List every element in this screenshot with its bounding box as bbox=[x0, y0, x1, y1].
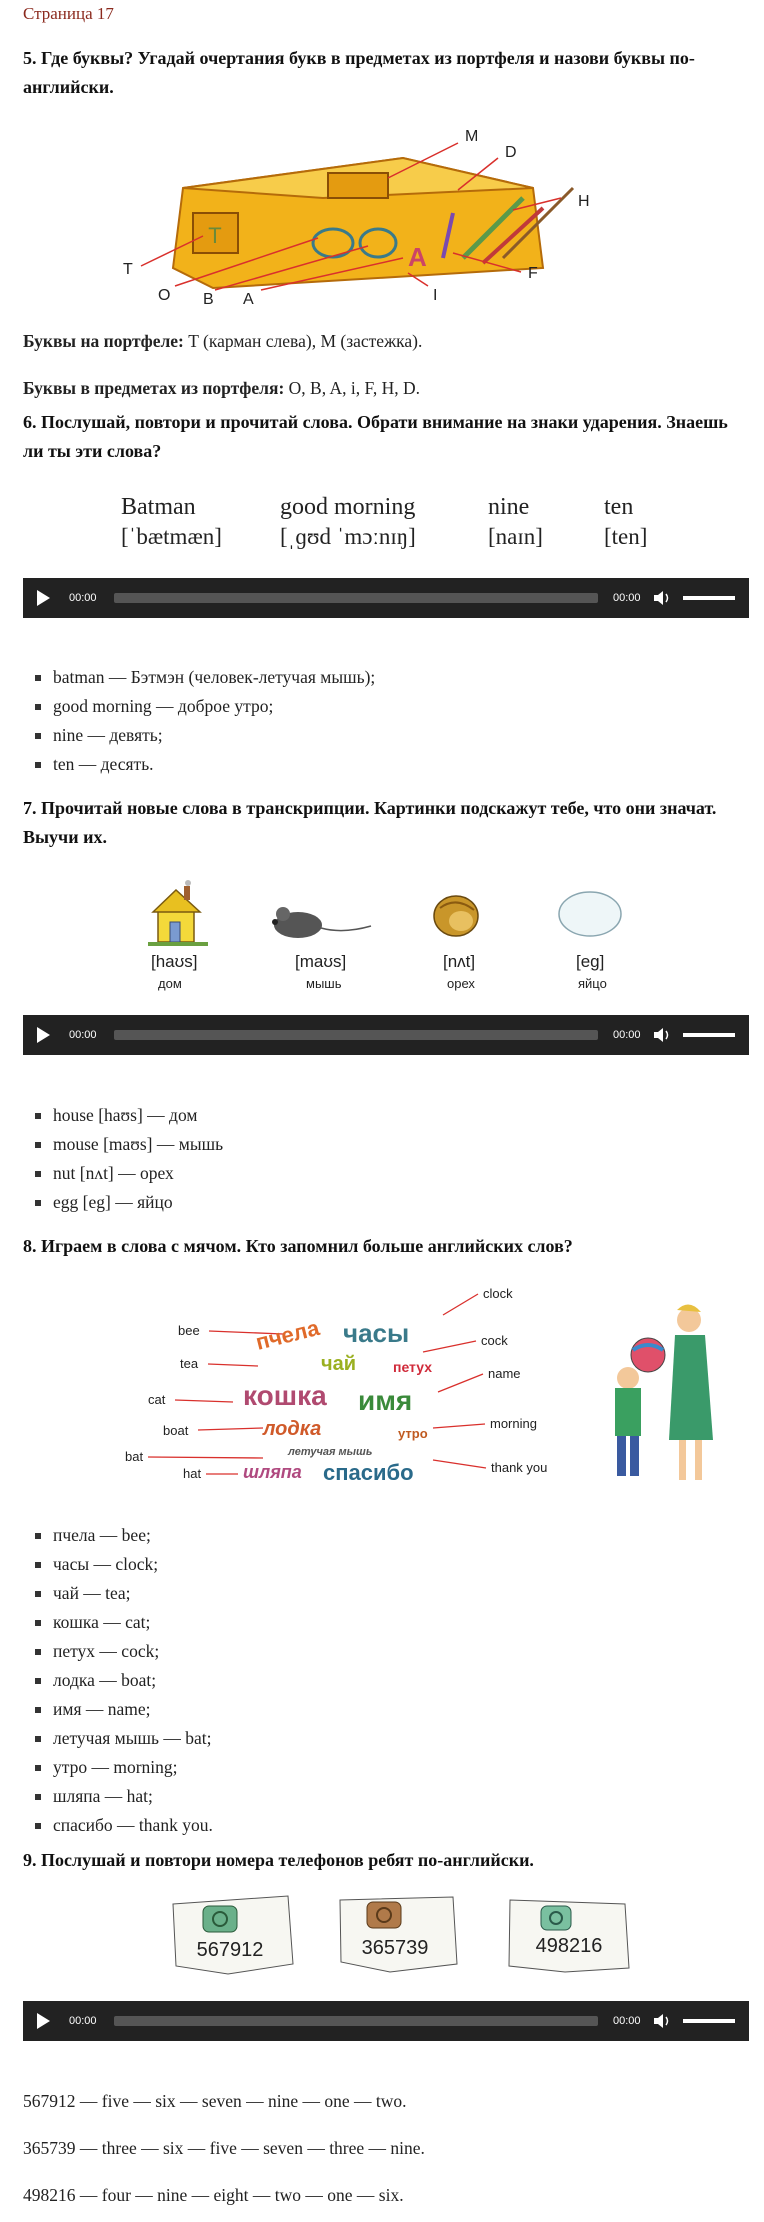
task8-title: 8. Играем в слова с мячом. Кто запомнил больше английских слов? bbox=[23, 1236, 573, 1256]
bag-letter-m: M bbox=[465, 128, 479, 145]
list-item: house [haʊs] — дом bbox=[23, 1101, 223, 1130]
ru-word-thanks: спасибо bbox=[323, 1460, 414, 1485]
bag-letters-text: Буквы на портфеле: T (карман слева), M (застежка). bbox=[23, 331, 423, 351]
play-icon[interactable] bbox=[37, 1027, 50, 1043]
current-time: 00:00 bbox=[69, 2015, 97, 2027]
list-item: петух — cock; bbox=[23, 1637, 213, 1666]
bag-letter-d: D bbox=[505, 144, 517, 161]
svg-text:498216: 498216 bbox=[535, 1935, 603, 1957]
trans-good-morning: [ˌɡʊd ˈmɔːnɪŋ] bbox=[280, 524, 416, 549]
items-letters-text: Буквы в предметах из портфеля: O, B, A, i, F, H, D. bbox=[23, 378, 420, 398]
nut-picture bbox=[428, 886, 488, 941]
ru-word-cock: петух bbox=[393, 1359, 433, 1375]
phone-line-2: 365739 — three — six — five — seven — three — nine. bbox=[23, 2138, 425, 2158]
progress-bar[interactable] bbox=[114, 593, 598, 603]
phone-line-3: 498216 — four — nine — eight — two — one — six. bbox=[23, 2185, 404, 2205]
task7-title: 7. Прочитай новые слова в транскрипции. Картинки подскажут тебе, что они значат. Выучи их. bbox=[23, 798, 717, 847]
ru-word-boat: лодка bbox=[263, 1418, 322, 1440]
list-item: чай — tea; bbox=[23, 1579, 213, 1608]
schoolbag-illustration bbox=[103, 118, 703, 308]
en-word-clock: clock bbox=[483, 1286, 513, 1301]
word-nine: nine bbox=[488, 494, 530, 520]
phone-card-2 bbox=[335, 1892, 465, 1977]
list-item: лодка — boat; bbox=[23, 1666, 213, 1695]
bag-letter-h: H bbox=[578, 193, 590, 210]
list-item: egg [eg] — яйцо bbox=[23, 1188, 223, 1217]
bag-letter-i: I bbox=[433, 287, 438, 304]
word-batman: Batman bbox=[121, 494, 196, 520]
word-ten: ten bbox=[604, 494, 634, 520]
volume-slider[interactable] bbox=[683, 2019, 735, 2023]
en-word-boat: boat bbox=[163, 1423, 189, 1438]
en-word-bat: bat bbox=[125, 1449, 144, 1464]
list-item: часы — clock; bbox=[23, 1550, 213, 1579]
ru-word-bee: пчела bbox=[253, 1314, 322, 1355]
trans-batman: [ˈbætmæn] bbox=[121, 524, 222, 549]
phone-card-1 bbox=[168, 1894, 298, 1979]
svg-text:567912: 567912 bbox=[196, 1939, 264, 1961]
trans-nut: [nʌt] bbox=[443, 952, 476, 971]
audio-player-2 bbox=[23, 1015, 749, 1055]
bag-letter-b: B bbox=[203, 291, 214, 308]
ru-house: дом bbox=[158, 976, 182, 991]
trans-egg: [eg] bbox=[576, 952, 605, 971]
ru-egg: яйцо bbox=[578, 976, 607, 991]
trans-ten: [ten] bbox=[604, 524, 648, 549]
task7-list bbox=[23, 1101, 223, 1217]
list-item: шляпа — hat; bbox=[23, 1782, 213, 1811]
ru-nut: орех bbox=[447, 976, 475, 991]
progress-bar[interactable] bbox=[114, 2016, 598, 2026]
total-time: 00:00 bbox=[613, 1029, 641, 1041]
list-item: утро — morning; bbox=[23, 1753, 213, 1782]
list-item: имя — name; bbox=[23, 1695, 213, 1724]
egg-picture bbox=[556, 886, 626, 941]
en-word-thank-you: thank you bbox=[491, 1460, 548, 1475]
ru-word-hat: шляпа bbox=[243, 1462, 302, 1482]
list-item: batman — Бэтмэн (человек-летучая мышь); bbox=[23, 663, 375, 692]
trans-mouse: [maʊs] bbox=[295, 952, 347, 971]
bag-letter-t: T bbox=[123, 261, 133, 278]
task6-title: 6. Послушай, повтори и прочитай слова. Обрати внимание на знаки ударения. Знаешь ли ты эти слова? bbox=[23, 412, 728, 461]
mouse-picture bbox=[263, 900, 373, 945]
list-item: good morning — доброе утро; bbox=[23, 692, 375, 721]
ru-mouse: мышь bbox=[306, 976, 342, 991]
house-picture bbox=[148, 880, 208, 950]
list-item: mouse [maʊs] — мышь bbox=[23, 1130, 223, 1159]
trans-house: [haʊs] bbox=[151, 952, 198, 971]
total-time: 00:00 bbox=[613, 592, 641, 604]
volume-icon[interactable] bbox=[654, 1027, 672, 1043]
en-word-cock: cock bbox=[481, 1333, 508, 1348]
ru-word-bat: летучая мышь bbox=[288, 1446, 373, 1458]
ru-word-cat: кошка bbox=[243, 1380, 327, 1411]
volume-slider[interactable] bbox=[683, 1033, 735, 1037]
en-word-hat: hat bbox=[183, 1466, 202, 1481]
list-item: ten — десять. bbox=[23, 750, 375, 779]
bag-letter-a: A bbox=[243, 291, 254, 308]
bag-letter-o: O bbox=[158, 287, 171, 304]
play-icon[interactable] bbox=[37, 590, 50, 606]
volume-icon[interactable] bbox=[654, 2013, 672, 2029]
phone-line-1: 567912 — five — six — seven — nine — one — two. bbox=[23, 2091, 407, 2111]
svg-text:A: A bbox=[408, 242, 427, 272]
phone-card-3 bbox=[505, 1894, 635, 1979]
ru-word-tea: чай bbox=[321, 1353, 357, 1375]
en-word-name: name bbox=[488, 1366, 521, 1381]
page-link[interactable]: Страница 17 bbox=[23, 4, 114, 23]
en-word-bee: bee bbox=[178, 1323, 200, 1338]
ball-game-illustration bbox=[93, 1280, 713, 1500]
bag-letter-f: F bbox=[528, 265, 538, 282]
en-word-morning: morning bbox=[490, 1416, 537, 1431]
task6-list bbox=[23, 663, 375, 779]
ru-word-morning: утро bbox=[398, 1426, 428, 1441]
volume-icon[interactable] bbox=[654, 590, 672, 606]
word-good-morning: good morning bbox=[280, 494, 416, 520]
total-time: 00:00 bbox=[613, 2015, 641, 2027]
list-item: кошка — cat; bbox=[23, 1608, 213, 1637]
task5-title: 5. Где буквы? Угадай очертания букв в предметах из портфеля и назови буквы по-английски. bbox=[23, 48, 695, 97]
current-time: 00:00 bbox=[69, 592, 97, 604]
svg-text:T: T bbox=[208, 223, 222, 248]
list-item: пчела — bee; bbox=[23, 1521, 213, 1550]
svg-text:365739: 365739 bbox=[361, 1937, 429, 1959]
list-item: nut [nʌt] — орех bbox=[23, 1159, 223, 1188]
progress-bar[interactable] bbox=[114, 1030, 598, 1040]
ru-word-name: имя bbox=[358, 1385, 413, 1416]
list-item: nine — девять; bbox=[23, 721, 375, 750]
list-item: летучая мышь — bat; bbox=[23, 1724, 213, 1753]
ru-word-clock: часы bbox=[343, 1318, 410, 1348]
task8-list bbox=[23, 1521, 213, 1840]
trans-nine: [naɪn] bbox=[488, 524, 543, 549]
list-item: спасибо — thank you. bbox=[23, 1811, 213, 1840]
volume-slider[interactable] bbox=[683, 596, 735, 600]
en-word-tea: tea bbox=[180, 1356, 199, 1371]
audio-player-3 bbox=[23, 2001, 749, 2041]
current-time: 00:00 bbox=[69, 1029, 97, 1041]
play-icon[interactable] bbox=[37, 2013, 50, 2029]
en-word-cat: cat bbox=[148, 1392, 166, 1407]
task9-title: 9. Послушай и повтори номера телефонов ребят по-английски. bbox=[23, 1850, 534, 1870]
audio-player-1 bbox=[23, 578, 749, 618]
